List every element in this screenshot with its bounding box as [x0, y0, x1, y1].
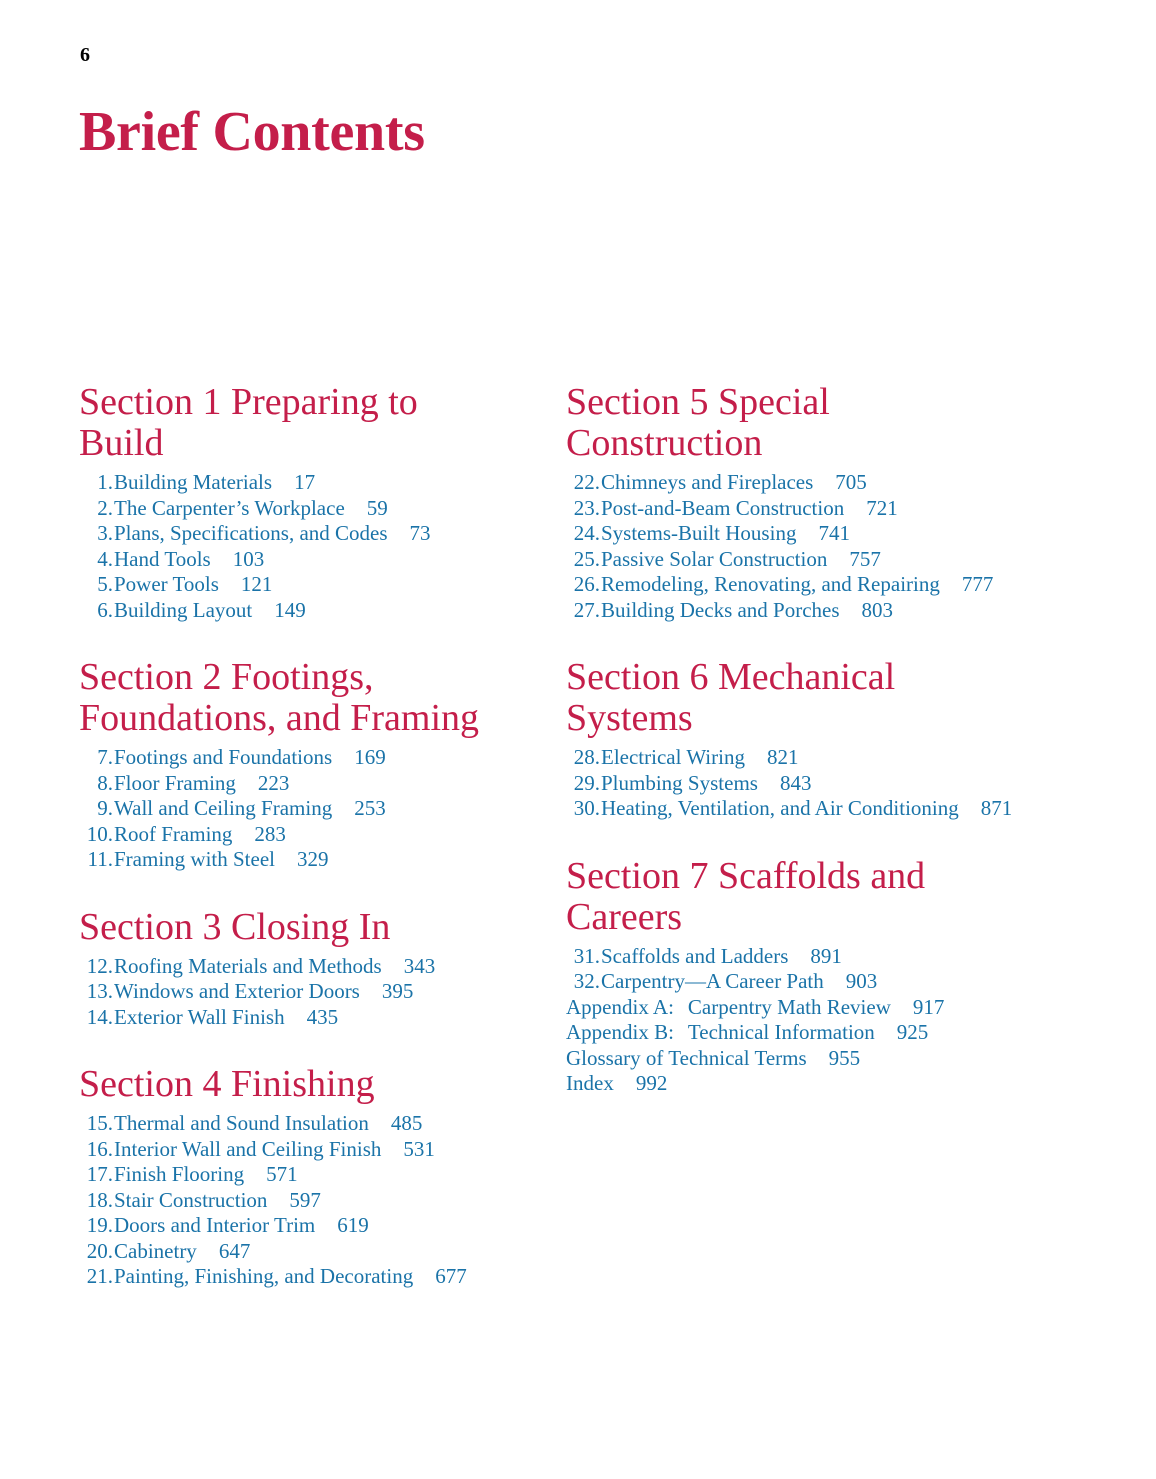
chapter-title[interactable]: Chimneys and Fireplaces — [601, 470, 814, 494]
chapter-entry[interactable] — [566, 521, 1046, 547]
chapter-entry[interactable] — [566, 547, 1046, 573]
chapter-entry[interactable] — [79, 1005, 549, 1031]
toc-section — [566, 856, 1046, 1097]
chapter-body — [600, 496, 898, 522]
back-matter-body — [566, 995, 944, 1021]
chapter-page: 619 — [337, 1213, 369, 1237]
chapter-body — [600, 470, 867, 496]
chapter-title[interactable]: Roof Framing — [114, 821, 233, 846]
chapter-title[interactable]: Plumbing Systems — [601, 770, 758, 795]
chapter-title[interactable]: Interior Wall and Ceiling Finish — [114, 1136, 382, 1161]
chapter-entry[interactable] — [79, 470, 549, 496]
toc-section — [79, 907, 549, 1031]
chapter-page: 223 — [257, 770, 290, 795]
chapter-title[interactable]: Scaffolds and Ladders — [601, 943, 789, 968]
chapter-body — [113, 1213, 369, 1239]
chapter-entry[interactable] — [566, 796, 1046, 822]
chapter-list — [566, 470, 1046, 623]
chapter-title[interactable]: Hand Tools — [114, 546, 211, 571]
section-heading[interactable]: Section 3 Closing In — [79, 905, 391, 948]
chapter-number: 21. — [86, 1264, 113, 1288]
chapter-page: 677 — [435, 1264, 467, 1288]
chapter-entry[interactable] — [566, 470, 1046, 496]
chapter-entry[interactable] — [566, 572, 1046, 598]
chapter-page: 343 — [403, 953, 436, 978]
chapter-entry[interactable] — [79, 496, 549, 522]
chapter-title[interactable]: Systems-Built Housing — [601, 521, 797, 545]
chapter-body — [113, 796, 386, 822]
chapter-title[interactable]: Floor Framing — [114, 770, 236, 795]
back-matter-page: 925 — [896, 1020, 929, 1044]
chapter-entry[interactable] — [79, 1213, 549, 1239]
chapter-page: 891 — [810, 943, 842, 968]
chapter-number: 26. — [573, 572, 600, 596]
chapter-page: 531 — [403, 1136, 435, 1161]
chapter-page: 329 — [297, 847, 329, 871]
chapter-page: 821 — [766, 745, 799, 769]
back-matter-title[interactable]: Index — [566, 1071, 614, 1095]
section-heading[interactable]: Section 7 Scaffolds and Careers — [566, 854, 926, 938]
chapter-entry[interactable] — [79, 1162, 549, 1188]
chapter-entry[interactable] — [79, 1264, 549, 1290]
chapter-number: 25. — [573, 546, 600, 571]
chapter-number: 13. — [86, 979, 113, 1003]
chapter-number: 4. — [97, 546, 113, 571]
appendix-label: Appendix B: — [566, 1020, 674, 1044]
chapter-entry[interactable] — [79, 521, 549, 547]
toc-section — [79, 657, 549, 873]
chapter-body — [113, 572, 272, 598]
chapter-number: 1. — [97, 470, 113, 494]
chapter-body — [113, 1005, 338, 1031]
chapter-number: 23. — [573, 495, 600, 520]
section-heading[interactable]: Section 5 Special Construction — [566, 381, 830, 464]
chapter-number: 11. — [87, 847, 113, 871]
chapter-title[interactable]: Finish Flooring — [114, 1162, 245, 1186]
toc-section — [79, 382, 549, 623]
chapter-page: 485 — [390, 1111, 423, 1135]
chapter-title[interactable]: Post-and-Beam Construction — [601, 495, 845, 520]
toc-section — [566, 382, 1046, 623]
chapter-entry[interactable] — [79, 598, 549, 624]
chapter-title[interactable]: Carpentry—A Career Path — [601, 969, 824, 993]
chapter-title[interactable]: Plans, Specifications, and Codes — [114, 521, 388, 545]
chapter-page: 59 — [366, 495, 388, 520]
chapter-entry[interactable] — [79, 1188, 549, 1214]
chapter-number: 24. — [573, 521, 600, 545]
chapter-list — [79, 954, 549, 1031]
chapter-number: 5. — [97, 572, 113, 596]
chapter-number: 18. — [86, 1187, 113, 1212]
chapter-page: 721 — [866, 495, 898, 520]
chapter-entry[interactable] — [79, 547, 549, 573]
chapter-entry[interactable] — [79, 745, 549, 771]
chapter-number: 19. — [86, 1213, 113, 1237]
chapter-entry[interactable] — [79, 954, 549, 980]
chapter-title[interactable]: Remodeling, Renovating, and Repairing — [601, 572, 940, 596]
chapter-number: 10. — [86, 821, 113, 846]
chapter-number: 3. — [97, 521, 113, 545]
chapter-title[interactable]: Stair Construction — [114, 1187, 268, 1212]
chapter-page: 741 — [818, 521, 850, 545]
chapter-body — [113, 1239, 250, 1265]
chapter-body — [600, 745, 798, 771]
chapter-entry[interactable] — [79, 796, 549, 822]
chapter-body — [113, 771, 289, 797]
chapter-page: 843 — [779, 770, 812, 795]
chapter-number: 27. — [573, 597, 600, 622]
chapter-body — [113, 1264, 467, 1290]
chapter-entry[interactable] — [79, 1111, 549, 1137]
chapter-page: 395 — [381, 979, 414, 1003]
page-title: Brief Contents — [79, 101, 425, 163]
chapter-body — [113, 496, 388, 522]
chapter-number: 6. — [97, 597, 113, 622]
chapter-entry[interactable] — [79, 822, 549, 848]
chapter-entry[interactable] — [566, 496, 1046, 522]
chapter-page: 803 — [861, 597, 894, 622]
section-heading[interactable]: Section 4 Finishing — [79, 1063, 375, 1105]
chapter-title[interactable]: Framing with Steel — [114, 847, 275, 871]
toc-section — [79, 1064, 549, 1290]
chapter-page: 777 — [961, 572, 994, 596]
chapter-page: 73 — [409, 521, 431, 545]
chapter-entry[interactable] — [79, 572, 549, 598]
chapter-title[interactable]: Electrical Wiring — [601, 745, 745, 769]
chapter-title[interactable]: Exterior Wall Finish — [114, 1004, 285, 1029]
chapter-entry[interactable] — [566, 944, 1046, 970]
chapter-number: 2. — [97, 495, 113, 520]
chapter-body — [600, 572, 993, 598]
page-number: 6 — [80, 44, 90, 66]
chapter-page: 871 — [980, 796, 1013, 820]
chapter-body — [600, 944, 842, 970]
chapter-title[interactable]: Building Layout — [114, 597, 253, 622]
chapter-page: 253 — [354, 796, 386, 820]
chapter-body — [113, 547, 264, 573]
chapter-number: 14. — [86, 1004, 113, 1029]
chapter-entry[interactable] — [566, 969, 1046, 995]
back-matter-title[interactable]: Glossary of Technical Terms — [566, 1045, 807, 1070]
chapter-body — [113, 822, 286, 848]
chapter-page: 571 — [266, 1162, 298, 1186]
chapter-body — [600, 796, 1012, 822]
chapter-number: 9. — [97, 796, 113, 820]
back-matter-body — [566, 1071, 667, 1097]
chapter-title[interactable]: Doors and Interior Trim — [114, 1213, 316, 1237]
chapter-number: 7. — [97, 745, 113, 769]
chapter-title[interactable]: Power Tools — [114, 572, 219, 596]
chapter-entry[interactable] — [79, 847, 549, 873]
chapter-body — [113, 979, 413, 1005]
chapter-entry[interactable] — [566, 745, 1046, 771]
chapter-body — [113, 521, 431, 547]
chapter-number: 22. — [573, 470, 600, 494]
chapter-body — [600, 969, 877, 995]
chapter-body — [113, 1188, 321, 1214]
chapter-body — [113, 598, 306, 624]
back-matter-entry[interactable] — [566, 995, 1046, 1021]
chapter-body — [113, 847, 329, 873]
chapter-page: 17 — [294, 470, 316, 494]
chapter-body — [113, 1137, 435, 1163]
chapter-body — [600, 771, 811, 797]
chapter-number: 32. — [573, 969, 600, 993]
chapter-page: 149 — [274, 597, 306, 622]
chapter-body — [600, 598, 893, 624]
chapter-body — [113, 470, 315, 496]
back-matter-entry[interactable] — [566, 1020, 1046, 1046]
chapter-entry[interactable] — [79, 1137, 549, 1163]
chapter-title[interactable]: The Carpenter’s Workplace — [114, 495, 345, 520]
back-matter-title[interactable]: Carpentry Math Review — [687, 994, 891, 1019]
left-column — [79, 382, 549, 1324]
back-matter-entry[interactable] — [566, 1071, 1046, 1097]
back-matter-page: 955 — [828, 1045, 861, 1070]
chapter-body — [113, 1162, 298, 1188]
chapter-entry[interactable] — [566, 598, 1046, 624]
chapter-page: 103 — [232, 546, 265, 571]
section-heading[interactable]: Section 2 Footings, Foundations, and Framing — [79, 656, 480, 739]
chapter-entry[interactable] — [79, 1239, 549, 1265]
back-matter-body — [566, 1046, 860, 1072]
chapter-body — [113, 954, 435, 980]
chapter-body — [600, 521, 850, 547]
toc-section — [566, 657, 1046, 822]
chapter-list — [566, 745, 1046, 822]
chapter-title[interactable]: Cabinetry — [114, 1238, 197, 1263]
chapter-entry[interactable] — [79, 771, 549, 797]
chapter-number: 16. — [86, 1136, 113, 1161]
chapter-page: 903 — [845, 969, 878, 993]
chapter-number: 8. — [97, 770, 113, 795]
chapter-number: 15. — [86, 1111, 113, 1135]
chapter-number: 20. — [86, 1238, 113, 1263]
chapter-list — [79, 745, 549, 873]
chapter-title[interactable]: Roofing Materials and Methods — [114, 953, 382, 978]
section-heading[interactable]: Section 6 Mechanical Systems — [566, 656, 896, 739]
back-matter-page: 992 — [635, 1071, 668, 1095]
chapter-title[interactable]: Windows and Exterior Doors — [114, 979, 360, 1003]
chapter-page: 435 — [306, 1004, 339, 1029]
appendix-label: Appendix A: — [566, 994, 674, 1019]
chapter-number: 31. — [573, 943, 600, 968]
chapter-title[interactable]: Painting, Finishing, and Decorating — [114, 1264, 414, 1288]
chapter-list — [79, 1111, 549, 1290]
back-matter-entry[interactable] — [566, 1046, 1046, 1072]
back-matter-title[interactable]: Technical Information — [687, 1020, 875, 1044]
chapter-page: 283 — [254, 821, 286, 846]
section-heading[interactable]: Section 1 Preparing to Build — [79, 381, 418, 464]
chapter-entry[interactable] — [566, 771, 1046, 797]
chapter-page: 121 — [240, 572, 273, 596]
chapter-title[interactable]: Thermal and Sound Insulation — [114, 1111, 369, 1135]
chapter-body — [113, 745, 386, 771]
chapter-page: 705 — [835, 470, 867, 494]
chapter-list — [79, 470, 549, 623]
chapter-page: 647 — [218, 1238, 251, 1263]
chapter-number: 17. — [86, 1162, 113, 1186]
chapter-entry[interactable] — [79, 979, 549, 1005]
chapter-body — [600, 547, 881, 573]
chapter-page: 169 — [354, 745, 386, 769]
chapter-list — [566, 944, 1046, 1097]
chapter-page: 757 — [849, 546, 881, 571]
chapter-body — [113, 1111, 422, 1137]
chapter-number: 29. — [573, 770, 600, 795]
chapter-title[interactable]: Building Materials — [114, 470, 273, 494]
chapter-number: 28. — [573, 745, 600, 769]
chapter-title[interactable]: Heating, Ventilation, and Air Conditioning — [601, 796, 959, 820]
chapter-title[interactable]: Footings and Foundations — [114, 745, 333, 769]
chapter-page: 597 — [289, 1187, 321, 1212]
chapter-number: 12. — [86, 953, 113, 978]
back-matter-body — [566, 1020, 928, 1046]
chapter-title[interactable]: Wall and Ceiling Framing — [114, 796, 333, 820]
chapter-title[interactable]: Passive Solar Construction — [601, 546, 828, 571]
chapter-title[interactable]: Building Decks and Porches — [601, 597, 840, 622]
right-column — [566, 382, 1046, 1131]
back-matter-page: 917 — [912, 994, 945, 1019]
chapter-number: 30. — [573, 796, 600, 820]
